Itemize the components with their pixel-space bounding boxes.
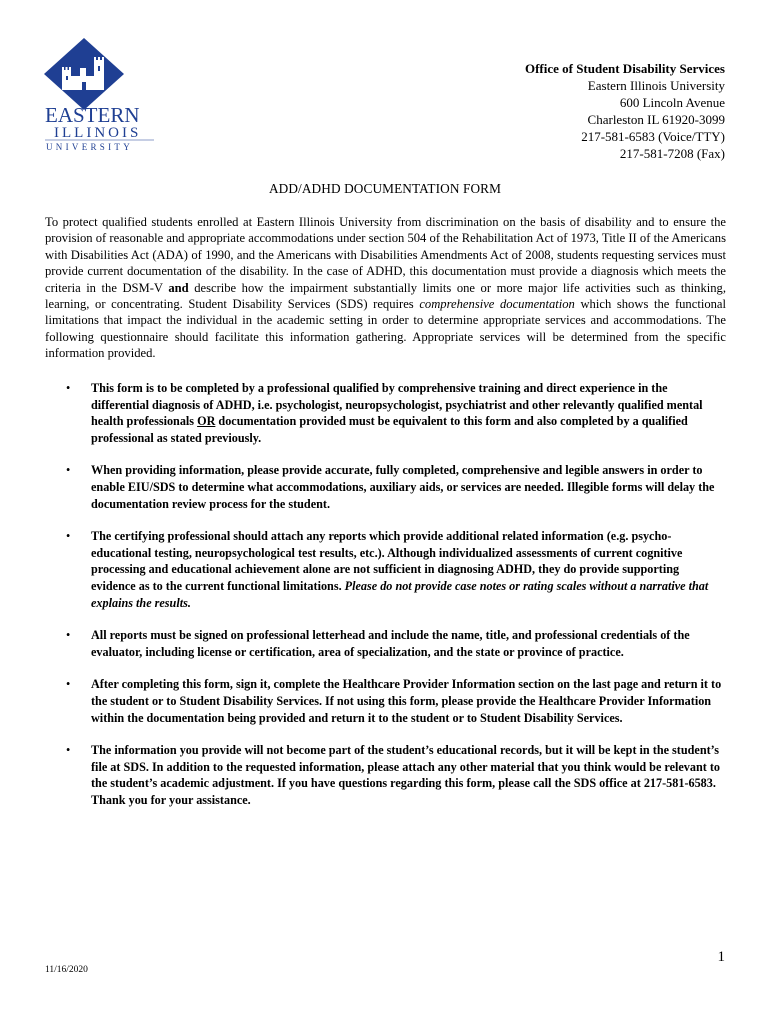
- form-title: ADD/ADHD DOCUMENTATION FORM: [268, 181, 502, 196]
- office-street: 600 Lincoln Avenue: [619, 95, 725, 110]
- instruction-item: • The certifying professional should attach any reports which provide additional related information (e.g. psycho-educational testing, neuropsychological test results, etc.). Although individualized assessments of current cognitive processing and educational achievement alone are not sufficient in diagnosing ADHD, they do provide supporting evidence as to the current functional limitations. Please do not provide case notes or rating scales without a narrative that explains the results.: [66, 529, 709, 610]
- office-phone: 217-581-6583 (Voice/TTY): [581, 129, 725, 144]
- office-university: Eastern Illinois University: [587, 78, 725, 93]
- instruction-item: • After completing this form, sign it, complete the Healthcare Provider Information section on the last page and return it to the student or to Student Disability Services. If not using this form, please provide the Healthcare Provider Information within the documentation being provided and return it to the student or to Student Disability Services.: [66, 677, 722, 725]
- instruction-item: • All reports must be signed on professional letterhead and include the name, title, and professional credentials of the evaluator, including license or certification, area of specialization, and the state or province of practice.: [66, 628, 690, 659]
- svg-text:ILLINOIS: ILLINOIS: [54, 125, 142, 141]
- instruction-list: [45, 380, 726, 824]
- instruction-item: • When providing information, please provide accurate, fully completed, comprehensive and legible answers in order to enable EIU/SDS to determine what accommodations, auxiliary aids, or services are needed. Illegible forms will delay the documentation review process for the student.: [66, 463, 715, 511]
- office-address-block: [525, 60, 725, 162]
- eiu-logo: [42, 36, 158, 152]
- intro-paragraph: To protect qualified students enrolled at Eastern Illinois University from discrimination on the basis of disability and to ensure the provision of reasonable and appropriate accommodations under section 504 of the Rehabilitation Act of 1973, Title II of the Americans with Disabilities Act (ADA) of 1990, and the Americans with Disabilities Amendments Act of 2008, students requesting services must provide current documentation of the disability. In the case of ADHD, this documentation must provide a diagnosis which meets the criteria in the DSM-V and describe how the impairment substantially limits one or more major life activities such as thinking, learning, or concentrating. Student Disability Services (SDS) requires comprehensive documentation which shows the functional limitations that impact the individual in the academic setting in order to determine appropriate services and accommodations. The following questionnaire should facilitate this information gathering. Appropriate services will be determined from the specific information provided.: [45, 215, 727, 361]
- footer-date: 11/16/2020: [45, 965, 88, 975]
- office-city: Charleston IL 61920-3099: [587, 112, 725, 127]
- instruction-item: • The information you provide will not become part of the student’s educational records, but it will be kept in the student’s file at SDS. In addition to the requested information, please attach any other material that you think would be relevant to the student’s academic adjustment. If you have questions regarding this form, please call the SDS office at 217-581-6583. Thank you for your assistance.: [66, 743, 721, 807]
- page-number: 1: [717, 949, 725, 965]
- instruction-item: • This form is to be completed by a professional qualified by comprehensive training and direct experience in the differential diagnosis of ADHD, i.e. psychologist, neuropsychologist, psychiatrist and other relevantly qualified mental health professionals OR documentation provided must be equivalent to this form and also completed by a qualified professional as stated previously.: [66, 381, 703, 445]
- svg-text:EASTERN: EASTERN: [45, 103, 140, 127]
- office-name: Office of Student Disability Services: [524, 61, 725, 76]
- svg-text:UNIVERSITY: UNIVERSITY: [46, 142, 133, 152]
- office-fax: 217-581-7208 (Fax): [619, 146, 725, 161]
